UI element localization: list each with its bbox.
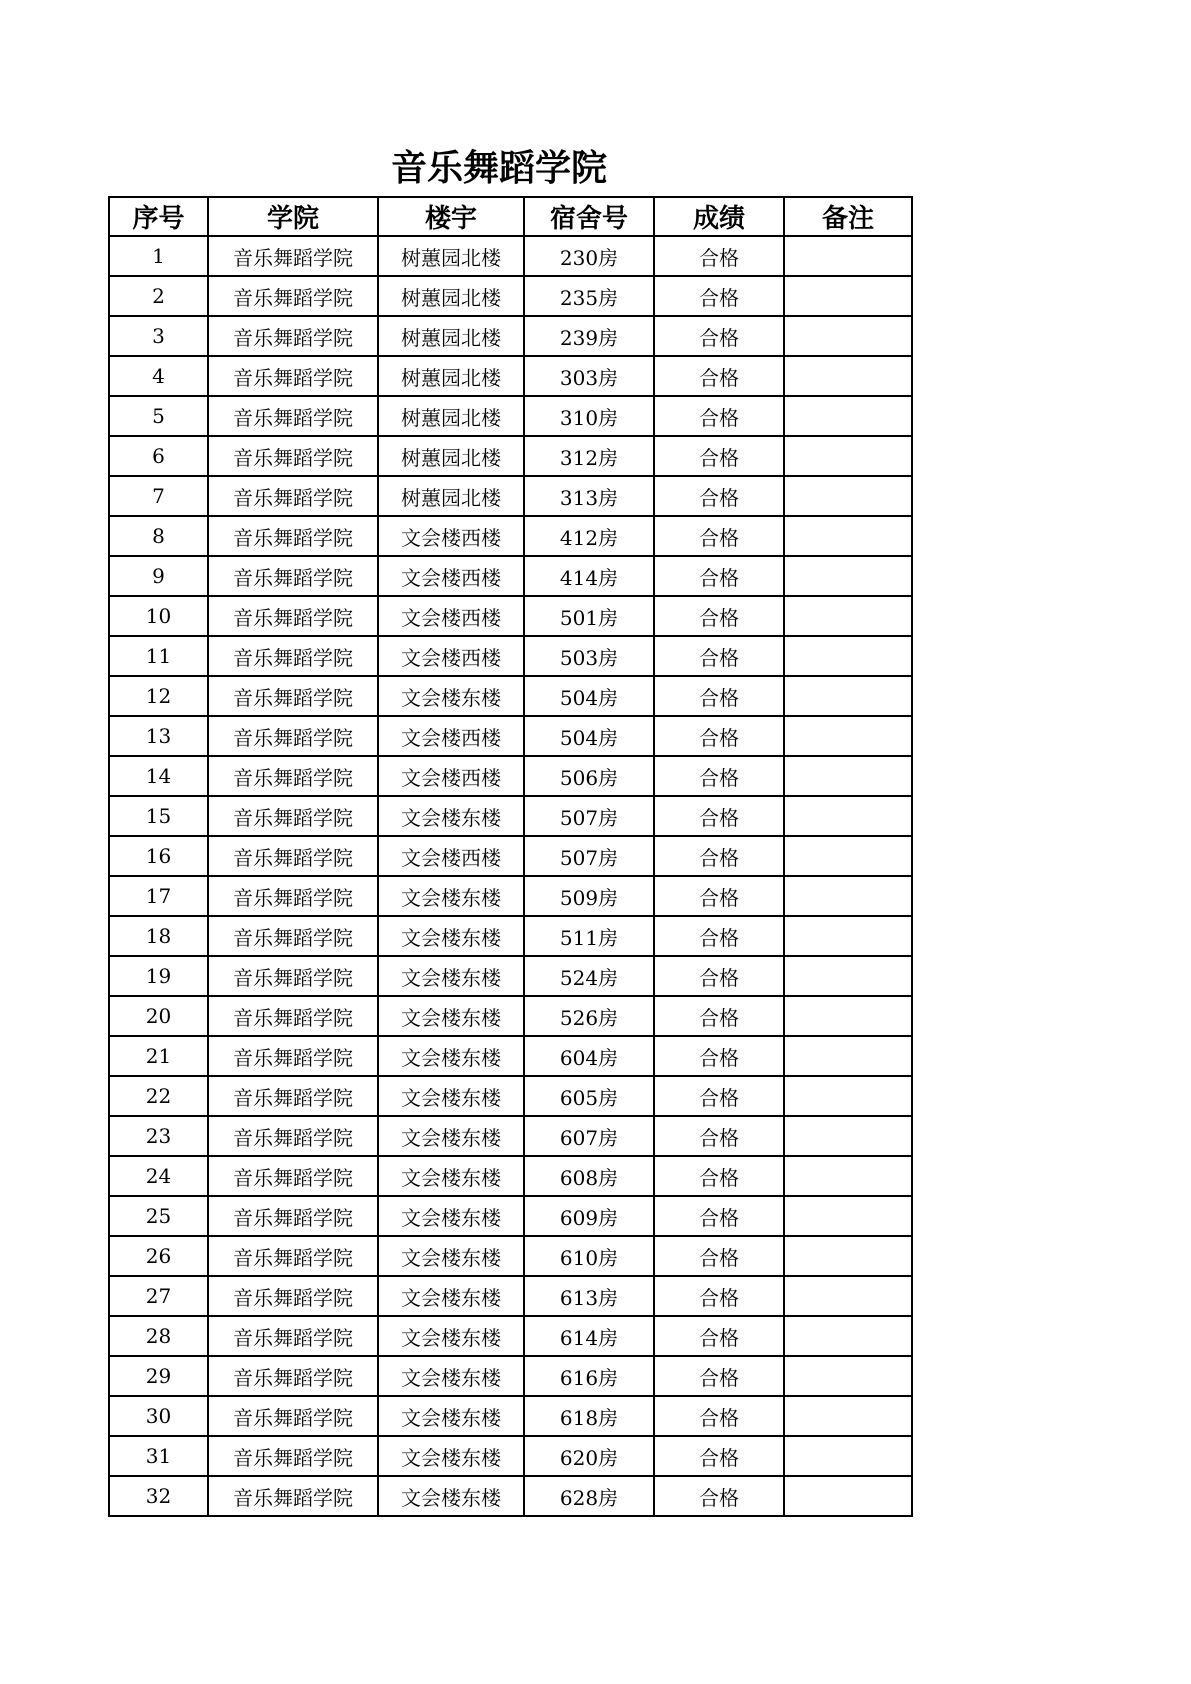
cell-college: 音乐舞蹈学院 [208,956,378,996]
cell-college: 音乐舞蹈学院 [208,1236,378,1276]
cell-grade: 合格 [654,1076,784,1116]
cell-building: 文会楼东楼 [378,1276,524,1316]
cell-building: 文会楼东楼 [378,1316,524,1356]
table-row [109,1036,912,1076]
cell-college: 音乐舞蹈学院 [208,916,378,956]
cell-seq: 9 [109,556,208,596]
cell-seq: 15 [109,796,208,836]
header-grade: 成绩 [654,197,784,236]
table-row [109,876,912,916]
table-row [109,396,912,436]
table-row [109,1316,912,1356]
cell-building: 文会楼东楼 [378,876,524,916]
cell-remark [784,1476,912,1516]
cell-seq: 7 [109,476,208,516]
cell-remark [784,396,912,436]
table-row [109,1156,912,1196]
table-row [109,1236,912,1276]
table-row [109,1396,912,1436]
cell-building: 文会楼东楼 [378,1076,524,1116]
cell-remark [784,636,912,676]
cell-seq: 10 [109,596,208,636]
cell-remark [784,1396,912,1436]
cell-remark [784,1436,912,1476]
cell-room: 605房 [524,1076,654,1116]
cell-college: 音乐舞蹈学院 [208,236,378,276]
cell-room: 504房 [524,716,654,756]
cell-remark [784,1236,912,1276]
cell-seq: 21 [109,1036,208,1076]
cell-remark [784,1036,912,1076]
table-row [109,596,912,636]
cell-grade: 合格 [654,316,784,356]
cell-remark [784,756,912,796]
cell-college: 音乐舞蹈学院 [208,476,378,516]
cell-building: 文会楼东楼 [378,1196,524,1236]
cell-grade: 合格 [654,236,784,276]
cell-college: 音乐舞蹈学院 [208,356,378,396]
cell-building: 文会楼西楼 [378,516,524,556]
table-row [109,916,912,956]
cell-college: 音乐舞蹈学院 [208,1436,378,1476]
table-row [109,236,912,276]
cell-seq: 23 [109,1116,208,1156]
cell-college: 音乐舞蹈学院 [208,876,378,916]
cell-room: 235房 [524,276,654,316]
cell-seq: 31 [109,1436,208,1476]
cell-college: 音乐舞蹈学院 [208,1156,378,1196]
cell-room: 313房 [524,476,654,516]
cell-seq: 18 [109,916,208,956]
cell-college: 音乐舞蹈学院 [208,316,378,356]
table-row [109,356,912,396]
cell-room: 618房 [524,1396,654,1436]
table-row [109,956,912,996]
table-row [109,276,912,316]
cell-seq: 12 [109,676,208,716]
cell-grade: 合格 [654,1036,784,1076]
cell-college: 音乐舞蹈学院 [208,636,378,676]
cell-building: 文会楼东楼 [378,1356,524,1396]
cell-room: 506房 [524,756,654,796]
cell-building: 文会楼东楼 [378,1116,524,1156]
cell-grade: 合格 [654,1236,784,1276]
cell-college: 音乐舞蹈学院 [208,836,378,876]
table-row [109,676,912,716]
cell-room: 230房 [524,236,654,276]
cell-grade: 合格 [654,356,784,396]
cell-remark [784,276,912,316]
cell-remark [784,556,912,596]
cell-grade: 合格 [654,1356,784,1396]
cell-seq: 26 [109,1236,208,1276]
cell-college: 音乐舞蹈学院 [208,676,378,716]
cell-building: 文会楼西楼 [378,596,524,636]
table-header [109,197,912,236]
table-row [109,1356,912,1396]
cell-remark [784,1316,912,1356]
cell-seq: 32 [109,1476,208,1516]
cell-college: 音乐舞蹈学院 [208,1316,378,1356]
cell-college: 音乐舞蹈学院 [208,516,378,556]
cell-room: 613房 [524,1276,654,1316]
cell-room: 303房 [524,356,654,396]
cell-remark [784,476,912,516]
cell-seq: 20 [109,996,208,1036]
table-row [109,756,912,796]
cell-grade: 合格 [654,476,784,516]
cell-building: 文会楼东楼 [378,1436,524,1476]
cell-remark [784,956,912,996]
cell-seq: 1 [109,236,208,276]
cell-remark [784,876,912,916]
cell-seq: 19 [109,956,208,996]
table-body [109,236,912,1516]
cell-seq: 22 [109,1076,208,1116]
cell-seq: 24 [109,1156,208,1196]
cell-remark [784,516,912,556]
header-remark: 备注 [784,197,912,236]
cell-room: 412房 [524,516,654,556]
cell-grade: 合格 [654,676,784,716]
cell-building: 树蕙园北楼 [378,396,524,436]
cell-grade: 合格 [654,1316,784,1356]
table-row [109,516,912,556]
cell-room: 504房 [524,676,654,716]
cell-college: 音乐舞蹈学院 [208,556,378,596]
cell-building: 文会楼东楼 [378,996,524,1036]
cell-building: 树蕙园北楼 [378,316,524,356]
cell-building: 树蕙园北楼 [378,356,524,396]
cell-seq: 29 [109,1356,208,1396]
table-row [109,1476,912,1516]
cell-college: 音乐舞蹈学院 [208,1476,378,1516]
cell-remark [784,796,912,836]
cell-room: 609房 [524,1196,654,1236]
cell-room: 507房 [524,836,654,876]
cell-room: 526房 [524,996,654,1036]
cell-building: 树蕙园北楼 [378,436,524,476]
cell-room: 628房 [524,1476,654,1516]
table-row [109,716,912,756]
cell-college: 音乐舞蹈学院 [208,996,378,1036]
cell-building: 文会楼东楼 [378,1036,524,1076]
dorm-inspection-table [108,196,913,1517]
cell-grade: 合格 [654,1476,784,1516]
header-seq: 序号 [109,197,208,236]
cell-room: 620房 [524,1436,654,1476]
cell-seq: 4 [109,356,208,396]
cell-remark [784,916,912,956]
cell-building: 文会楼东楼 [378,1156,524,1196]
cell-room: 414房 [524,556,654,596]
cell-remark [784,1116,912,1156]
table-row [109,1076,912,1116]
cell-grade: 合格 [654,836,784,876]
table-row [109,476,912,516]
cell-remark [784,436,912,476]
cell-grade: 合格 [654,796,784,836]
cell-building: 文会楼西楼 [378,636,524,676]
cell-building: 树蕙园北楼 [378,476,524,516]
cell-remark [784,1196,912,1236]
cell-remark [784,356,912,396]
cell-grade: 合格 [654,756,784,796]
cell-remark [784,1276,912,1316]
cell-grade: 合格 [654,876,784,916]
cell-remark [784,836,912,876]
cell-remark [784,716,912,756]
cell-remark [784,596,912,636]
cell-college: 音乐舞蹈学院 [208,756,378,796]
cell-seq: 2 [109,276,208,316]
table-row [109,436,912,476]
cell-grade: 合格 [654,516,784,556]
cell-building: 文会楼西楼 [378,836,524,876]
cell-grade: 合格 [654,556,784,596]
cell-room: 608房 [524,1156,654,1196]
table-row [109,1196,912,1236]
cell-college: 音乐舞蹈学院 [208,1276,378,1316]
cell-grade: 合格 [654,956,784,996]
cell-college: 音乐舞蹈学院 [208,1196,378,1236]
cell-room: 511房 [524,916,654,956]
cell-grade: 合格 [654,716,784,756]
table-row [109,1276,912,1316]
cell-room: 614房 [524,1316,654,1356]
cell-grade: 合格 [654,396,784,436]
cell-remark [784,996,912,1036]
cell-building: 文会楼东楼 [378,1476,524,1516]
cell-grade: 合格 [654,1116,784,1156]
cell-room: 607房 [524,1116,654,1156]
header-college: 学院 [208,197,378,236]
cell-room: 239房 [524,316,654,356]
cell-seq: 30 [109,1396,208,1436]
header-building: 楼宇 [378,197,524,236]
header-row [109,197,912,236]
cell-college: 音乐舞蹈学院 [208,1396,378,1436]
cell-building: 文会楼西楼 [378,716,524,756]
cell-building: 文会楼西楼 [378,556,524,596]
cell-building: 文会楼东楼 [378,676,524,716]
cell-seq: 16 [109,836,208,876]
cell-seq: 25 [109,1196,208,1236]
cell-room: 610房 [524,1236,654,1276]
cell-room: 604房 [524,1036,654,1076]
cell-college: 音乐舞蹈学院 [208,796,378,836]
cell-grade: 合格 [654,1276,784,1316]
cell-seq: 13 [109,716,208,756]
table-row [109,836,912,876]
cell-seq: 3 [109,316,208,356]
table-row [109,556,912,596]
cell-remark [784,1076,912,1116]
cell-college: 音乐舞蹈学院 [208,1036,378,1076]
cell-seq: 11 [109,636,208,676]
table-row [109,316,912,356]
cell-building: 文会楼东楼 [378,916,524,956]
cell-room: 310房 [524,396,654,436]
cell-grade: 合格 [654,436,784,476]
cell-grade: 合格 [654,996,784,1036]
cell-building: 文会楼东楼 [378,796,524,836]
cell-seq: 6 [109,436,208,476]
cell-remark [784,316,912,356]
cell-remark [784,236,912,276]
table-row [109,996,912,1036]
cell-room: 507房 [524,796,654,836]
cell-room: 312房 [524,436,654,476]
cell-college: 音乐舞蹈学院 [208,596,378,636]
cell-grade: 合格 [654,1436,784,1476]
header-room: 宿舍号 [524,197,654,236]
cell-grade: 合格 [654,916,784,956]
page-title: 音乐舞蹈学院 [391,148,608,189]
cell-grade: 合格 [654,1396,784,1436]
cell-building: 文会楼西楼 [378,756,524,796]
cell-remark [784,676,912,716]
cell-seq: 8 [109,516,208,556]
table-row [109,796,912,836]
cell-college: 音乐舞蹈学院 [208,276,378,316]
cell-grade: 合格 [654,596,784,636]
cell-grade: 合格 [654,636,784,676]
cell-room: 616房 [524,1356,654,1396]
cell-building: 文会楼东楼 [378,1236,524,1276]
cell-college: 音乐舞蹈学院 [208,396,378,436]
cell-room: 524房 [524,956,654,996]
cell-building: 树蕙园北楼 [378,236,524,276]
cell-college: 音乐舞蹈学院 [208,716,378,756]
cell-seq: 14 [109,756,208,796]
cell-remark [784,1356,912,1396]
table-row [109,1436,912,1476]
cell-seq: 27 [109,1276,208,1316]
cell-building: 树蕙园北楼 [378,276,524,316]
cell-grade: 合格 [654,276,784,316]
table-row [109,1116,912,1156]
cell-seq: 28 [109,1316,208,1356]
cell-grade: 合格 [654,1196,784,1236]
cell-seq: 17 [109,876,208,916]
cell-room: 501房 [524,596,654,636]
cell-room: 503房 [524,636,654,676]
cell-college: 音乐舞蹈学院 [208,1116,378,1156]
cell-grade: 合格 [654,1156,784,1196]
cell-building: 文会楼东楼 [378,1396,524,1436]
cell-seq: 5 [109,396,208,436]
cell-remark [784,1156,912,1196]
cell-college: 音乐舞蹈学院 [208,1076,378,1116]
cell-college: 音乐舞蹈学院 [208,1356,378,1396]
cell-room: 509房 [524,876,654,916]
cell-college: 音乐舞蹈学院 [208,436,378,476]
cell-building: 文会楼东楼 [378,956,524,996]
table-row [109,636,912,676]
